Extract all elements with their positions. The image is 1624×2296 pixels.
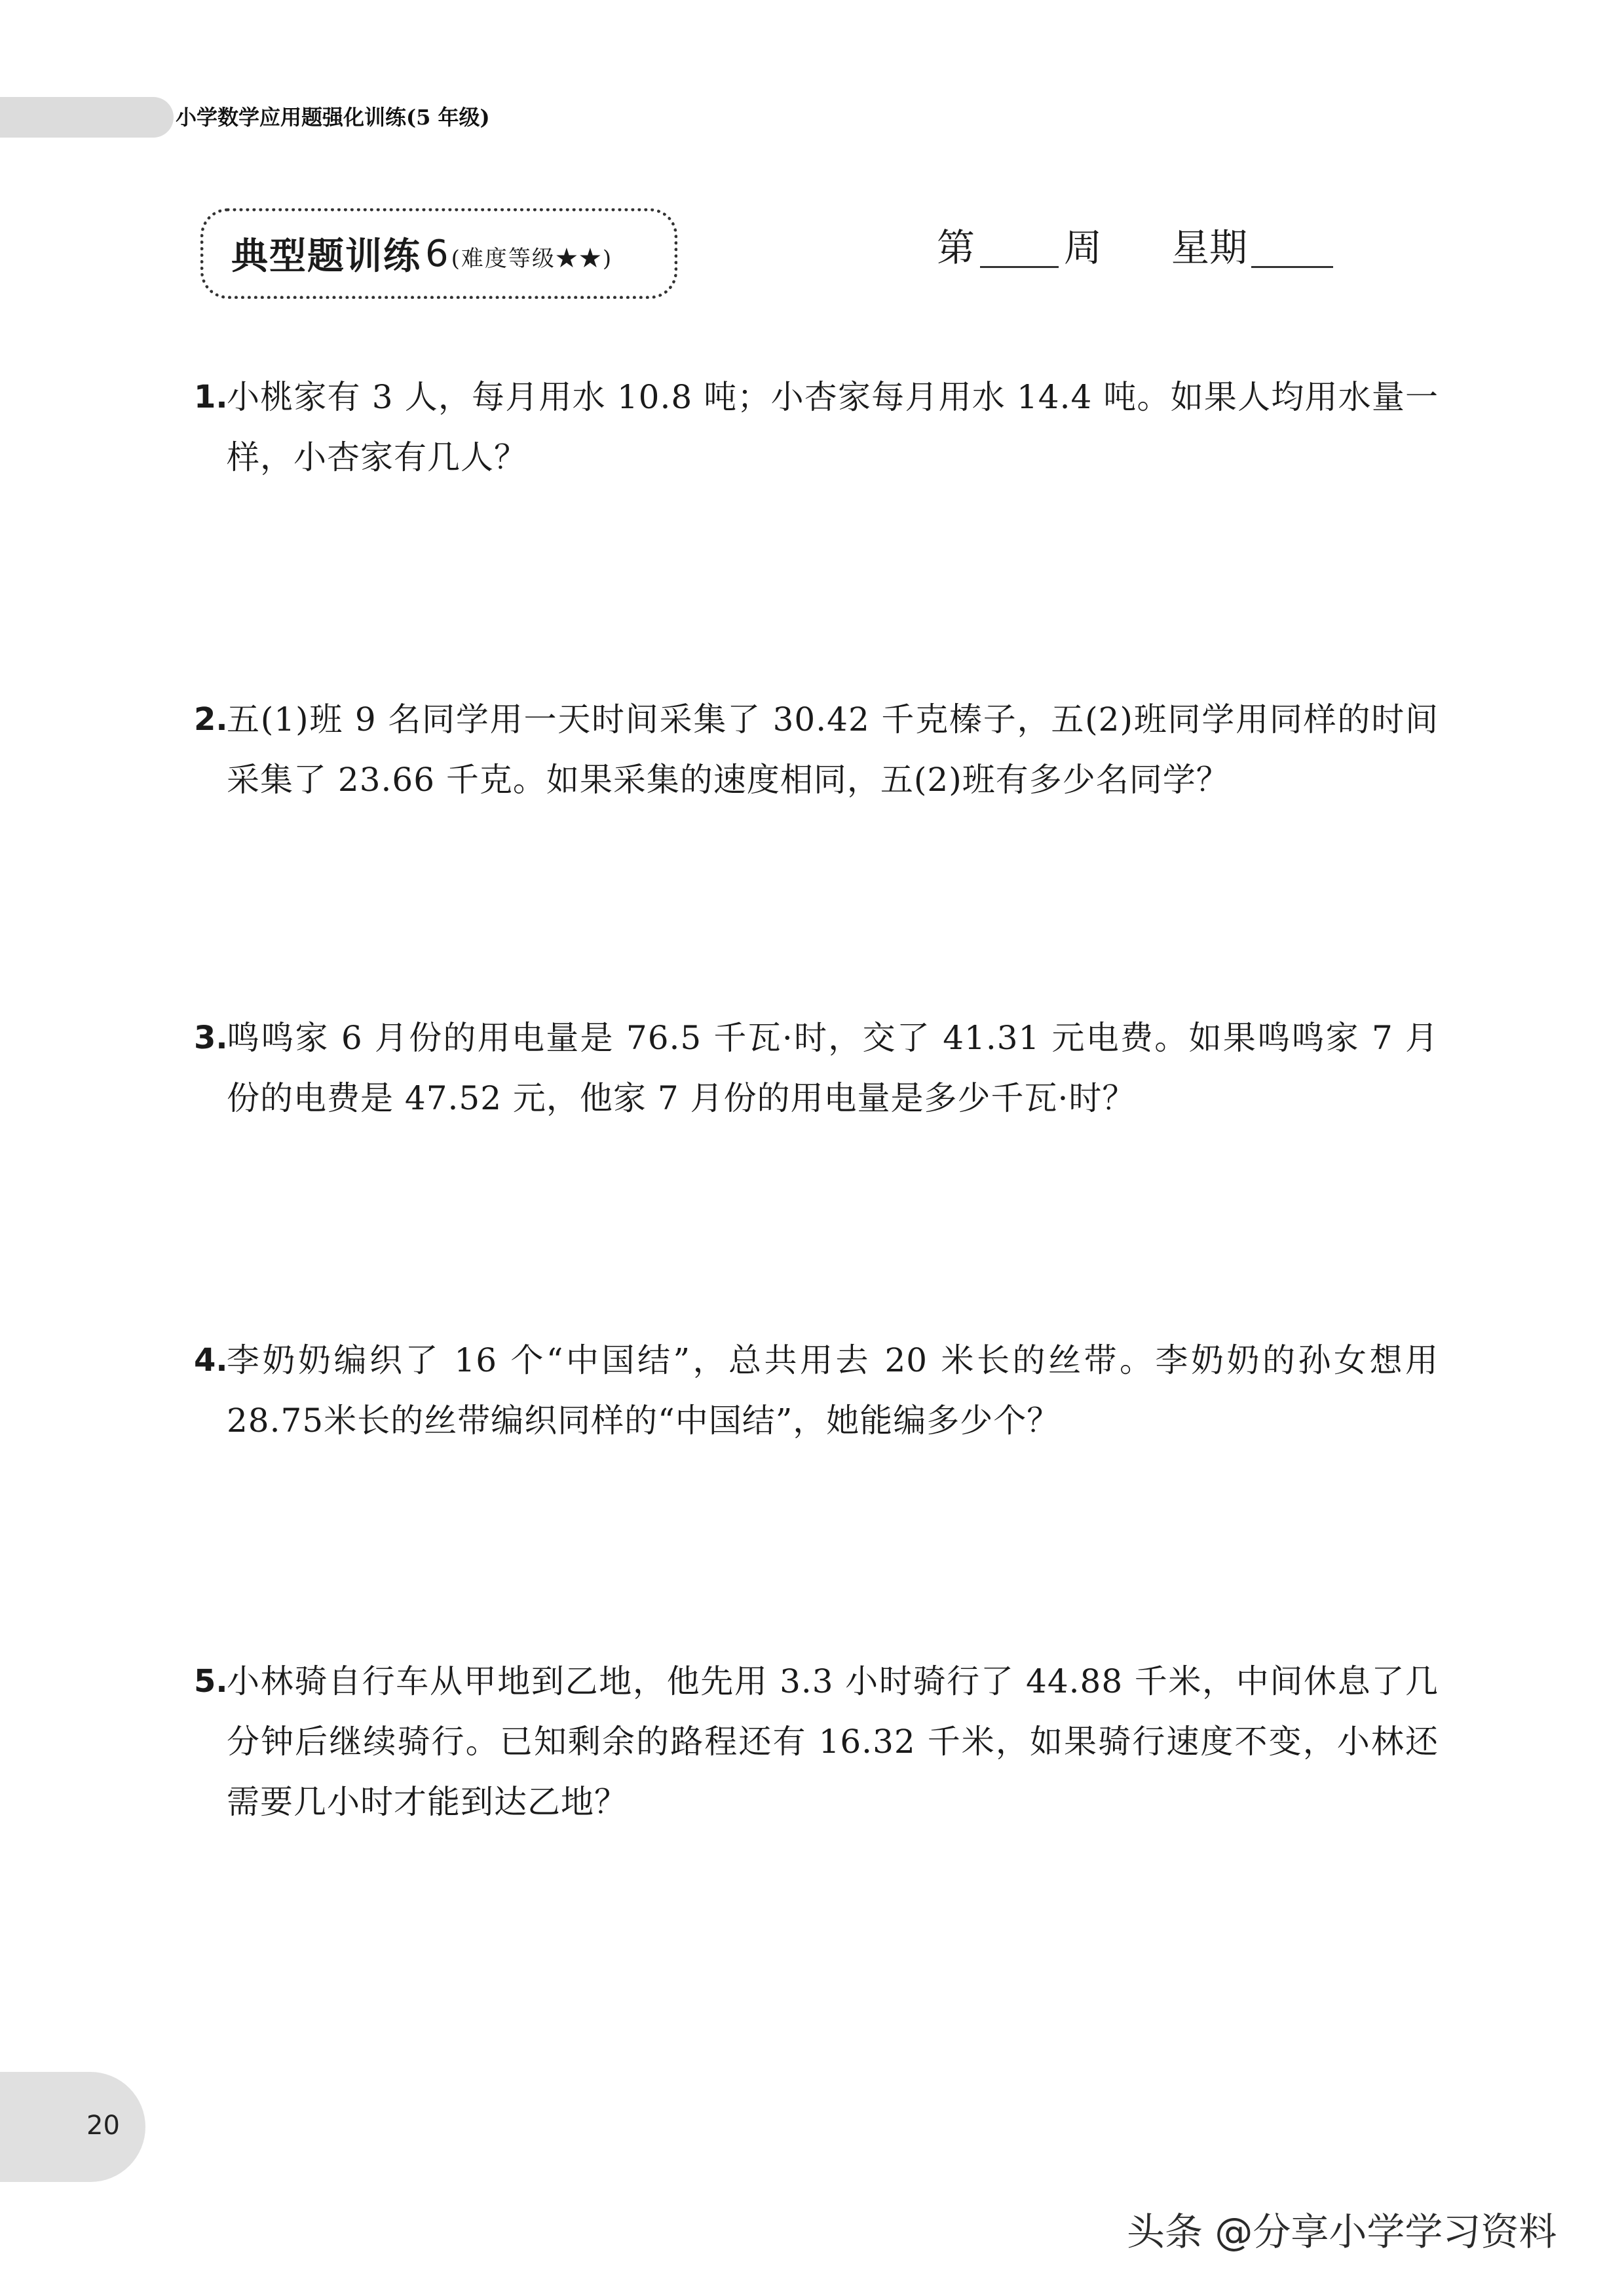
question-text: 五(1)班 9 名同学用一天时间采集了 30.42 千克榛子，五(2)班同学用同样的时间采集了 23.66 千克。如果采集的速度相同，五(2)班有多少名同学？: [227, 700, 1439, 799]
running-title: 小学数学应用题强化训练(5 年级): [176, 105, 490, 130]
question-number: 5.: [194, 1663, 228, 1700]
week-prefix: 第: [937, 225, 975, 270]
question-2: [194, 689, 1439, 810]
question-1: [194, 367, 1439, 488]
week-field: [937, 221, 1102, 274]
page-number-tab: [0, 2072, 145, 2182]
day-field: [1171, 221, 1333, 274]
watermark: 头条 @分享小学学习资料: [1127, 2210, 1557, 2254]
header-tab: [0, 97, 174, 138]
question-text: 小林骑自行车从甲地到乙地，他先用 3.3 小时骑行了 44.88 千米，中间休息了几分钟后继续骑行。已知剩余的路程还有 16.32 千米，如果骑行速度不变，小林还需要几小时才能到达乙地？: [227, 1662, 1439, 1821]
question-number: 3.: [194, 1020, 228, 1056]
section-number: 6: [425, 232, 449, 275]
question-number: 1.: [194, 379, 228, 415]
section-title: 典型题训练: [231, 235, 421, 278]
day-blank[interactable]: [1251, 228, 1333, 268]
page-number: 20: [86, 2111, 120, 2141]
week-suffix: 周: [1064, 225, 1103, 270]
question-text: 李奶奶编织了 16 个“中国结”，总共用去 20 米长的丝带。李奶奶的孙女想用 28.75米长的丝带编织同样的“中国结”，她能编多少个？: [227, 1341, 1439, 1440]
section-title-box: [200, 208, 677, 299]
question-text: 小桃家有 3 人，每月用水 10.8 吨；小杏家每月用水 14.4 吨。如果人均用水量一样，小杏家有几人？: [227, 378, 1439, 476]
question-number: 4.: [194, 1342, 228, 1379]
question-4: [194, 1330, 1439, 1451]
difficulty-label: (难度等级★★): [451, 245, 613, 272]
question-3: [194, 1008, 1439, 1128]
question-5: [194, 1651, 1439, 1832]
question-text: 鸣鸣家 6 月份的用电量是 76.5 千瓦·时，交了 41.31 元电费。如果鸣鸣家 7 月份的电费是 47.52 元，他家 7 月份的用电量是多少千瓦·时？: [227, 1019, 1439, 1117]
day-label: 星期: [1171, 225, 1248, 270]
week-blank[interactable]: [980, 228, 1059, 268]
question-number: 2.: [194, 701, 228, 738]
